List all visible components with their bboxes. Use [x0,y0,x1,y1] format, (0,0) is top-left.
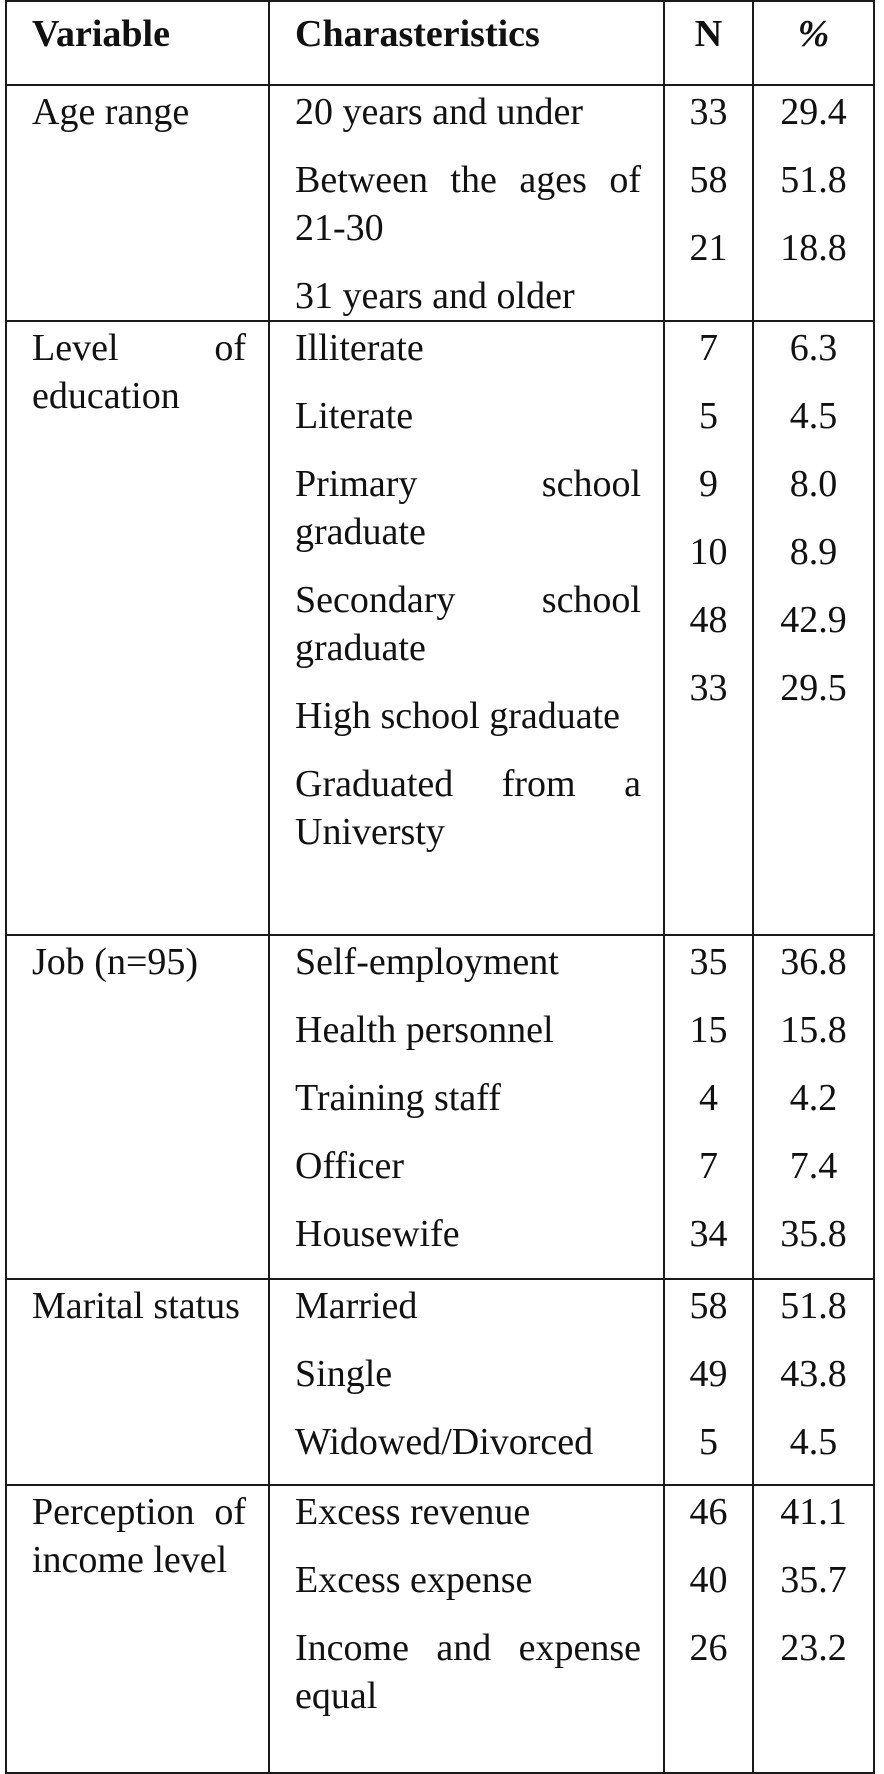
variable-cell: Perception of income level [6,1485,269,1773]
n-value: 5 [699,395,718,437]
percent-value: 4.2 [789,1077,838,1119]
characteristic-item: Graduated from a Universty [295,763,641,853]
characteristic-item: Secondary school graduate [295,579,641,669]
n-cell [664,85,753,321]
variable-cell: Level of education [6,321,269,935]
percent-value: 29.5 [780,667,847,709]
n-value: 46 [689,1491,728,1533]
characteristic-item: Self-employment [295,941,559,983]
percent-value: 6.3 [789,327,838,369]
demographics-table [5,0,875,1774]
characteristic-item: Widowed/Divorced [295,1421,594,1463]
characteristic-item: Primary school graduate [295,463,641,553]
percent-cell [753,1485,874,1773]
n-value: 58 [689,159,728,201]
percent-value: 8.9 [789,531,838,573]
percent-cell [753,1279,874,1485]
characteristic-item: Excess expense [295,1559,533,1601]
percent-value: 35.8 [780,1213,847,1255]
table-row-job [6,935,874,1279]
percent-cell [753,935,874,1279]
variable-cell: Job (n=95) [6,935,269,1279]
n-cell [664,935,753,1279]
percent-value: 36.8 [780,941,847,983]
percent-value: 51.8 [780,1285,847,1327]
variable-cell: Age range [6,85,269,321]
header-n: N [664,1,753,85]
table-header-row [6,1,874,85]
characteristic-item: Health personnel [295,1009,554,1051]
n-cell [664,321,753,935]
n-value: 15 [689,1009,728,1051]
characteristic-item: Between the ages of 21-30 [295,159,641,249]
n-value: 7 [699,1145,718,1187]
percent-value: 42.9 [780,599,847,641]
percent-value: 4.5 [789,1421,838,1463]
characteristic-item: Housewife [295,1213,460,1255]
percent-value: 41.1 [780,1491,847,1533]
percent-value: 35.7 [780,1559,847,1601]
percent-value: 51.8 [780,159,847,201]
characteristic-item: Married [295,1285,418,1327]
percent-value: 29.4 [780,91,847,133]
header-percent: % [753,1,874,85]
n-value: 10 [689,531,728,573]
percent-value: 8.0 [789,463,838,505]
n-cell [664,1485,753,1773]
characteristic-item: Literate [295,395,414,437]
characteristics-cell [269,935,664,1279]
characteristic-item: Single [295,1353,393,1395]
characteristic-item: 31 years and older [295,275,575,317]
variable-cell: Marital status [6,1279,269,1485]
characteristics-cell [269,1279,664,1485]
characteristics-cell [269,321,664,935]
n-value: 33 [689,91,728,133]
percent-value: 18.8 [780,227,847,269]
characteristics-cell [269,85,664,321]
table-row-age-range [6,85,874,321]
header-characteristics: Charasteristics [269,1,664,85]
characteristic-item: Training staff [295,1077,501,1119]
characteristic-item: Excess revenue [295,1491,531,1533]
n-value: 33 [689,667,728,709]
percent-value: 15.8 [780,1009,847,1051]
n-value: 40 [689,1559,728,1601]
percent-value: 43.8 [780,1353,847,1395]
n-value: 9 [699,463,718,505]
percent-cell [753,85,874,321]
percent-cell [753,321,874,935]
n-value: 49 [689,1353,728,1395]
header-variable: Variable [6,1,269,85]
n-value: 34 [689,1213,728,1255]
n-value: 48 [689,599,728,641]
n-value: 5 [699,1421,718,1463]
n-value: 26 [689,1627,728,1669]
n-value: 21 [689,227,728,269]
percent-value: 4.5 [789,395,838,437]
characteristic-item: Officer [295,1145,405,1187]
characteristics-cell [269,1485,664,1773]
n-value: 4 [699,1077,718,1119]
percent-value: 7.4 [789,1145,838,1187]
n-value: 7 [699,327,718,369]
characteristic-item: Income and expense equal [295,1627,641,1717]
table-row-income-perception [6,1485,874,1773]
characteristic-item: Illiterate [295,327,424,369]
table-row-education [6,321,874,935]
characteristic-item: High school graduate [295,695,621,737]
table-row-marital-status [6,1279,874,1485]
n-value: 35 [689,941,728,983]
n-cell [664,1279,753,1485]
characteristic-item: 20 years and under [295,91,584,133]
percent-value: 23.2 [780,1627,847,1669]
n-value: 58 [689,1285,728,1327]
